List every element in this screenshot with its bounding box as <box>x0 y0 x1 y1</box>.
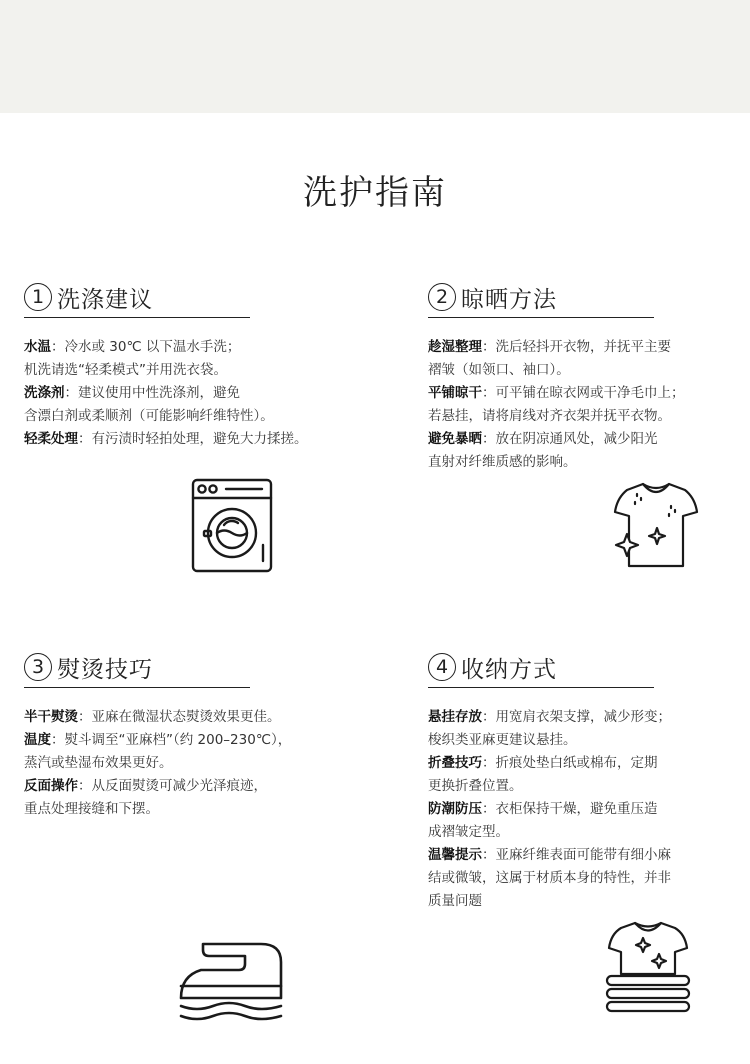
section-washing <box>24 280 308 451</box>
line-text: 质量问题 <box>428 893 482 909</box>
section-header <box>24 650 250 684</box>
section-number: 3 <box>24 653 52 681</box>
line-text: ：冷水或 30℃ 以下温水手洗； <box>51 339 241 355</box>
line-label: 温度 <box>24 732 51 748</box>
line-text: 褶皱（如领口、袖口）。 <box>428 362 570 378</box>
section-divider <box>24 317 250 318</box>
line-label: 折叠技巧 <box>428 755 482 771</box>
line-label: 反面操作 <box>24 778 78 794</box>
line-text: ：亚麻纤维表面可能带有细小麻 <box>482 847 671 863</box>
line-text: 直射对纤维质感的影响。 <box>428 454 577 470</box>
section-header <box>428 650 654 684</box>
text-line <box>428 844 671 867</box>
text-line <box>24 729 292 752</box>
text-line <box>428 775 654 798</box>
line-text: 结或微皱，这属于材质本身的特性，并非 <box>428 870 671 886</box>
top-banner <box>0 0 750 113</box>
text-line <box>428 405 671 428</box>
text-line <box>428 798 658 821</box>
section-divider <box>428 317 654 318</box>
section-body <box>24 336 308 451</box>
section-body <box>428 706 671 913</box>
line-text: ：放在阴凉通风处，减少阳光 <box>482 431 658 447</box>
line-text: 更换折叠位置。 <box>428 778 523 794</box>
line-text: ：从反面熨烫可减少光泽痕迹， <box>78 778 267 794</box>
text-line <box>428 752 658 775</box>
line-text: 蒸汽或垫湿布效果更好。 <box>24 755 173 771</box>
text-line <box>24 798 250 821</box>
line-text: 成褶皱定型。 <box>428 824 509 840</box>
folded-clothes-icon <box>603 920 693 1018</box>
section-title: 收纳方式 <box>461 656 557 683</box>
text-line <box>24 706 281 729</box>
line-text: 含漂白剂或柔顺剂（可能影响纤维特性）。 <box>24 408 274 424</box>
section-header <box>24 280 250 314</box>
text-line <box>428 867 671 890</box>
text-line <box>428 729 654 752</box>
text-line <box>428 451 654 474</box>
text-line <box>24 359 250 382</box>
text-line <box>428 890 654 913</box>
line-label: 轻柔处理 <box>24 431 78 447</box>
text-line <box>24 428 308 451</box>
line-label: 温馨提示 <box>428 847 482 863</box>
page-title: 洗护指南 <box>303 173 447 213</box>
section-body <box>428 336 685 474</box>
line-label: 悬挂存放 <box>428 709 482 725</box>
washing-machine-icon <box>190 477 274 574</box>
line-text: ：熨斗调至“亚麻档”（约 200–230℃）， <box>51 732 292 748</box>
section-body <box>24 706 292 821</box>
line-text: ：洗后轻抖开衣物，并抚平主要 <box>482 339 671 355</box>
section-drying <box>428 280 685 474</box>
iron-icon <box>177 938 285 1022</box>
section-divider <box>24 687 250 688</box>
line-text: ：有污渍时轻拍处理，避免大力揉搓。 <box>78 431 308 447</box>
text-line <box>24 752 250 775</box>
section-title: 洗涤建议 <box>57 286 153 313</box>
line-label: 洗涤剂 <box>24 385 65 401</box>
text-line <box>428 359 654 382</box>
text-line <box>428 428 658 451</box>
line-label: 趁湿整理 <box>428 339 482 355</box>
text-line <box>428 382 685 405</box>
section-ironing <box>24 650 292 821</box>
clean-tshirt-icon <box>613 480 699 572</box>
line-label: 水温 <box>24 339 51 355</box>
line-text: 梭织类亚麻更建议悬挂。 <box>428 732 577 748</box>
line-text: 若悬挂，请将肩线对齐衣架并抚平衣物。 <box>428 408 671 424</box>
line-label: 平铺晾干 <box>428 385 482 401</box>
line-text: ：折痕处垫白纸或棉布，定期 <box>482 755 658 771</box>
section-number: 2 <box>428 283 456 311</box>
line-text: ：建议使用中性洗涤剂，避免 <box>64 385 240 401</box>
line-label: 防潮防压 <box>428 801 482 817</box>
text-line <box>428 336 671 359</box>
section-header <box>428 280 654 314</box>
line-text: 机洗请选“轻柔模式”并用洗衣袋。 <box>24 362 227 378</box>
line-text: ：衣柜保持干燥，避免重压造 <box>482 801 658 817</box>
section-storage <box>428 650 671 913</box>
line-text: ：用宽肩衣架支撑，减少形变； <box>482 709 671 725</box>
text-line <box>24 405 274 428</box>
line-text: ：亚麻在微湿状态熨烫效果更佳。 <box>78 709 281 725</box>
line-label: 避免暴晒 <box>428 431 482 447</box>
section-title: 晾晒方法 <box>461 286 557 313</box>
text-line <box>24 775 267 798</box>
section-number: 1 <box>24 283 52 311</box>
line-label: 半干熨烫 <box>24 709 78 725</box>
text-line <box>24 336 250 359</box>
text-line <box>428 706 671 729</box>
text-line <box>428 821 654 844</box>
line-text: ：可平铺在晾衣网或干净毛巾上； <box>482 385 685 401</box>
line-text: 重点处理接缝和下摆。 <box>24 801 159 817</box>
section-number: 4 <box>428 653 456 681</box>
section-divider <box>428 687 654 688</box>
section-title: 熨烫技巧 <box>57 656 153 683</box>
text-line <box>24 382 250 405</box>
